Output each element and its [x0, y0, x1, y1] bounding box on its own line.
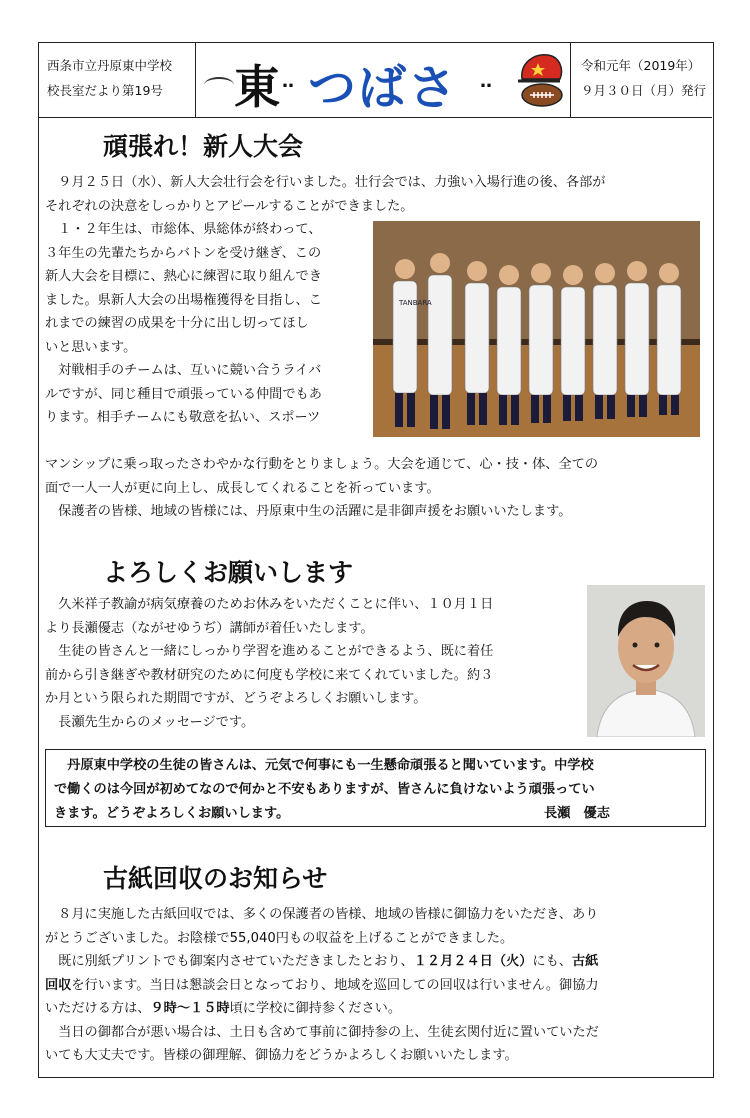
school-name: 西条市立丹原東中学校 — [47, 58, 173, 73]
section2-line: 前から引き継ぎや教材研究のために何度も学校に来てくれていました。約３ — [45, 667, 494, 683]
collection-emphasis: 回収 — [45, 977, 72, 993]
section3-line: いても大丈夫です。皆様の御理解、御協力をどうかよろしくお願いいたします。 — [45, 1048, 518, 1063]
collection-date: １２月２４日（火） — [413, 954, 533, 969]
section1-line: マンシップに乗っ取ったさわやかな行動をとりましょう。大会を通じて、心・技・体、全ての — [45, 457, 599, 472]
logo-dots-right: ‥ — [480, 71, 493, 92]
section3-body — [45, 903, 599, 1068]
section2-line: より長瀬優志（ながせゆうぢ）講師が着任いたします。 — [45, 620, 374, 636]
section2-line: 生徒の皆さんと一緒にしっかり学習を進めることができるよう、既に着任 — [45, 644, 494, 659]
message-last-row — [54, 802, 697, 826]
section1-line: ります。相手チームにも敬意を払い、スポーツ — [45, 410, 321, 425]
teacher-message-box — [45, 749, 706, 827]
section1-line: れまでの練習の成果を十分に出し切ってほし — [45, 316, 309, 331]
header-logo — [196, 43, 571, 117]
section3-title: 古紙回収のお知らせ — [103, 864, 328, 893]
newsletter-header — [39, 43, 712, 118]
section1-body-top — [45, 171, 605, 218]
section1-body-wrap — [45, 218, 322, 430]
header-right — [571, 43, 712, 117]
section2-title: よろしくお願いします — [103, 558, 354, 587]
section3-text: にも、 — [532, 954, 572, 969]
logo-title: つばさ — [308, 60, 459, 116]
teacher-portrait-photo — [587, 585, 705, 737]
section1-body-bottom — [45, 453, 598, 524]
wing-emblem-icon — [204, 77, 234, 93]
section2-body — [45, 593, 493, 734]
date-year: 令和元年（2019年） — [581, 58, 701, 73]
section2-line: 長瀬先生からのメッセージです。 — [45, 714, 255, 730]
section1-line: ルですが、同じ種目で頑張っている仲間でもあ — [45, 386, 322, 402]
section1-line: それぞれの決意をしっかりとアピールすることができました。 — [45, 198, 414, 214]
section1-title: 頑張れ！新人大会 — [103, 132, 304, 161]
logo-dots-left: ‥ — [282, 71, 295, 92]
message-line: きます。どうぞよろしくお願いします。 — [54, 806, 290, 821]
section3-line — [45, 997, 599, 1021]
collection-time: ９時～１５時 — [150, 1001, 230, 1016]
section1-line: ３年生の先輩たちからバトンを受け継ぎ、この — [45, 245, 322, 261]
header-left — [39, 43, 196, 117]
section1-line: 面で一人一人が更に向上し、成長してくれることを祈っています。 — [45, 480, 440, 496]
section1-line: いと思います。 — [45, 339, 137, 355]
date-issue: ９月３０日（月）発行 — [581, 83, 707, 98]
uniform-label: TANBARA — [399, 299, 432, 307]
logo-kanji: 東 — [234, 60, 280, 114]
collection-emphasis: 古紙 — [571, 954, 599, 969]
newsletter-page — [38, 42, 714, 1078]
baseball-team-photo — [373, 221, 700, 437]
message-line: で働くのは今回が初めてなので何かと不安もありますが、皆さんに負けないよう頑張ってい — [54, 782, 595, 797]
section3-text: 既に別紙プリントでも御案内させていただきましたとおり、 — [45, 954, 414, 969]
section3-line — [45, 950, 599, 974]
section1-line: 対戦相手のチームは、互いに競い合うライバ — [45, 363, 322, 378]
section1-line: ９月２５日（水）、新人大会壮行会を行いました。壮行会では、力強い入場行進の後、各部が — [45, 175, 606, 190]
section3-text: を行います。当日は懇談会日となっており、地域を巡回しての回収は行いません。御協力 — [71, 977, 599, 993]
issue-number: 校長室だより第19号 — [47, 83, 163, 98]
section3-line: 当日の御都合が悪い場合は、土日も含めて事前に御持参の上、生徒玄関付近に置いていただ — [45, 1024, 599, 1040]
section3-line: がとうございました。お陰様で55,040円もの収益を上げることができました。 — [45, 930, 514, 946]
section1-line: 保護者の皆様、地域の皆様には、丹原東中生の活躍に是非御声援をお願いいたします。 — [45, 504, 572, 519]
section3-line — [45, 974, 599, 998]
section1-line: ました。県新人大会の出場権獲得を目指し、こ — [45, 292, 322, 308]
football-helmet-icon — [514, 51, 566, 109]
section1-line: 新人大会を目標に、熱心に練習に取り組んでき — [45, 269, 322, 284]
section2-line: か月という限られた期間ですが、どうぞよろしくお願いします。 — [45, 691, 427, 706]
message-line: 丹原東中学校の生徒の皆さんは、元気で何事にも一生懸命頑張ると聞いています。中学校 — [54, 758, 594, 773]
section3-text: 頃に学校に御持参ください。 — [229, 1001, 402, 1016]
section3-text: いただける方は、 — [45, 1001, 151, 1016]
message-signature: 長瀬 優志 — [544, 806, 610, 821]
section3-line: ８月に実施した古紙回収では、多くの保護者の皆様、地域の皆様に御協力をいただき、あり — [45, 907, 599, 922]
section2-line: 久米祥子教諭が病気療養のためお休みをいただくことに伴い、１０月１日 — [45, 597, 494, 612]
section1-line: １・２年生は、市総体、県総体が終わって、 — [45, 222, 322, 237]
